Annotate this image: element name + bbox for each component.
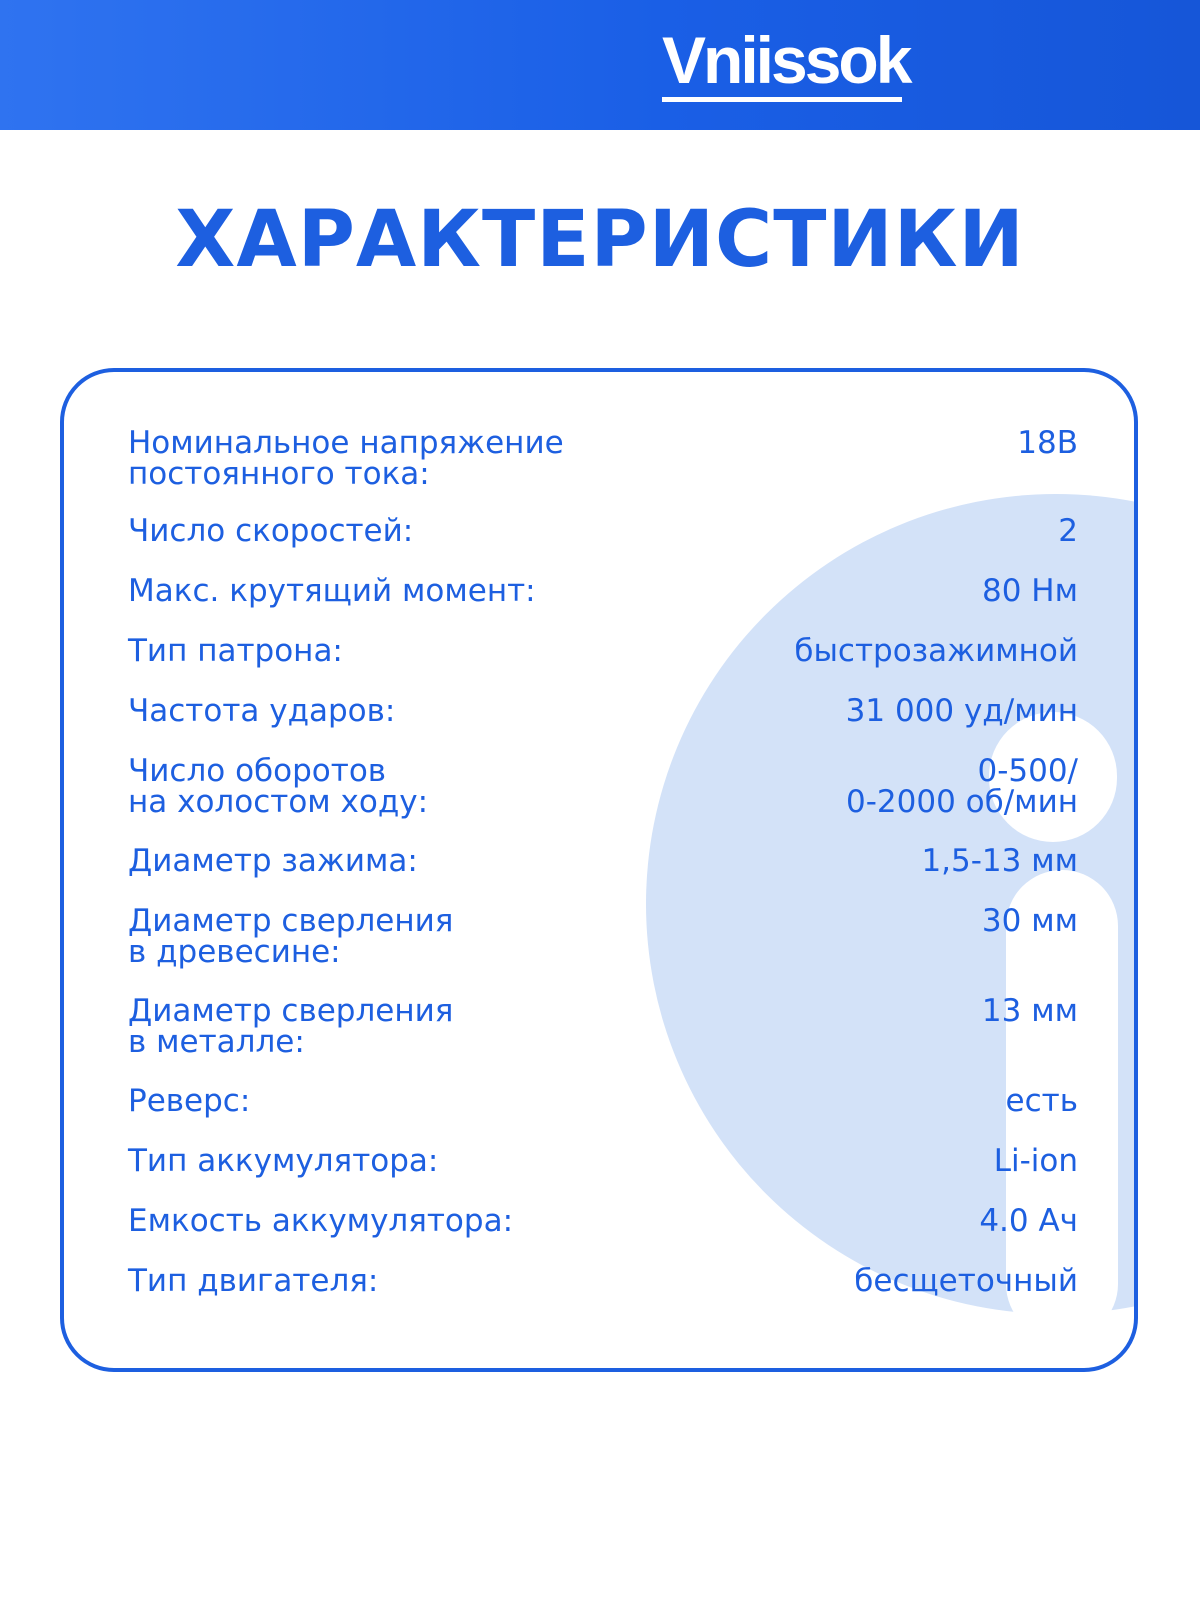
spec-value: есть xyxy=(1005,1083,1078,1119)
spec-value: 18В xyxy=(1017,425,1078,461)
brand-underline xyxy=(662,97,902,102)
spec-value: 30 мм xyxy=(981,903,1078,939)
spec-row-chuck-diameter xyxy=(128,843,1078,906)
spec-label: Число оборотов на холостом ходу: xyxy=(128,753,429,820)
spec-row-battery-type xyxy=(128,1143,1078,1206)
spec-row-wood-drilling xyxy=(128,903,1078,996)
spec-value: 0-500/ 0-2000 об/мин xyxy=(846,753,1078,820)
spec-label: Тип патрона: xyxy=(128,633,343,669)
spec-label: Диаметр сверления в древесине: xyxy=(128,903,454,970)
spec-row-battery-capacity xyxy=(128,1203,1078,1266)
specs-card xyxy=(60,368,1138,1372)
spec-label: Номинальное напряжение постоянного тока: xyxy=(128,425,564,492)
spec-row-idle-speed xyxy=(128,753,1078,846)
spec-value: 31 000 уд/мин xyxy=(845,693,1078,729)
spec-value: 13 мм xyxy=(981,993,1078,1029)
header-banner xyxy=(0,0,1200,130)
specs-list xyxy=(128,425,1078,1326)
brand-logo: Vniissok xyxy=(662,23,910,97)
spec-label: Частота ударов: xyxy=(128,693,396,729)
page-title: ХАРАКТЕРИСТИКИ xyxy=(175,195,1025,285)
spec-label: Тип двигателя: xyxy=(128,1263,379,1299)
spec-value: Li-ion xyxy=(993,1143,1078,1179)
spec-value: 2 xyxy=(1058,513,1078,549)
spec-label: Число скоростей: xyxy=(128,513,414,549)
spec-label: Реверс: xyxy=(128,1083,251,1119)
spec-value: 80 Нм xyxy=(982,573,1078,609)
spec-row-motor-type xyxy=(128,1263,1078,1326)
spec-row-reverse xyxy=(128,1083,1078,1146)
spec-row-voltage xyxy=(128,425,1078,516)
spec-value: быстрозажимной xyxy=(794,633,1078,669)
spec-value: 4.0 Ач xyxy=(979,1203,1078,1239)
spec-row-impact-rate xyxy=(128,693,1078,756)
spec-label: Емкость аккумулятора: xyxy=(128,1203,514,1239)
spec-label: Диаметр сверления в металле: xyxy=(128,993,454,1060)
spec-row-metal-drilling xyxy=(128,993,1078,1086)
spec-label: Макс. крутящий момент: xyxy=(128,573,536,609)
spec-row-torque xyxy=(128,573,1078,636)
spec-value: 1,5-13 мм xyxy=(921,843,1078,879)
spec-row-speeds xyxy=(128,513,1078,576)
spec-value: бесщеточный xyxy=(854,1263,1078,1299)
spec-label: Диаметр зажима: xyxy=(128,843,418,879)
spec-label: Тип аккумулятора: xyxy=(128,1143,439,1179)
spec-row-chuck-type xyxy=(128,633,1078,696)
